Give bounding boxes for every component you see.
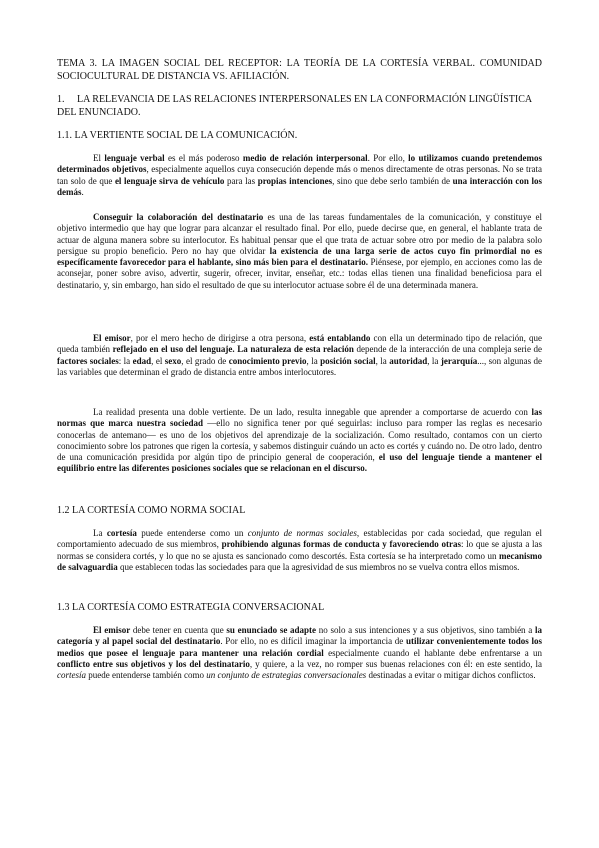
body-text: , y quiere, a la vez, no romper sus buenas relaciones con él: en este sentido, la: [249, 658, 542, 669]
body-text: . Por ello, no es difícil imaginar la importancia de: [220, 636, 407, 647]
italic-text: cortesía: [57, 670, 86, 681]
body-text: es el más poderoso: [164, 153, 243, 163]
body-text: ..., son algunas de las variables que determinan el grado de distancia entre ambos interlocutores.: [57, 355, 543, 377]
bold-text: la categoría y al papel social del destinatario: [57, 625, 542, 647]
body-text: , por el mero hecho de dirigirse a otra persona,: [130, 333, 310, 343]
bold-text: lo utilizamos cuando pretendemos determinados objetivos: [57, 153, 542, 175]
body-text: , especialmente aquellos cuya consecución depende más o menos directamente de otras personas. No se trata tan solo de que: [57, 164, 542, 186]
bold-text: reflejado en el uso del lenguaje.: [112, 344, 235, 355]
bold-text: una interacción con los demás: [57, 175, 543, 197]
body-text: , el: [151, 355, 165, 366]
body-text: La realidad presenta una doble vertiente. De un lado, resulta innegable que aprender a comportarse de acuerdo con: [93, 407, 532, 417]
body-text: debe tener en cuenta que: [130, 625, 227, 635]
body-text: no solo a sus intenciones y a sus objetivos, sino también a: [316, 625, 535, 635]
body-text: , la: [375, 355, 390, 366]
document-title: TEMA 3. LA IMAGEN SOCIAL DEL RECEPTOR: LA TEORÍA DE LA CORTESÍA VERBAL. COMUNIDAD SOCIOCULTURAL DE DISTANCIA VS. AFILIACIÓN.: [57, 58, 542, 82]
bold-text: el uso del lenguaje tiende a mantener el equilibrio entre las diferentes posiciones sociales que se relacionan en el discurso.: [57, 452, 542, 474]
bold-text: sexo: [164, 355, 182, 366]
bold-text: Conseguir la colaboración del destinatario: [93, 212, 264, 222]
body-text: que establecen todas las sociedades para que la agresividad de sus miembros no se vuelva contra ellos mismos.: [117, 561, 520, 572]
body-text: : la: [118, 355, 133, 366]
body-text: .: [81, 186, 84, 197]
body-text: : lo que se ajusta a las normas se considera cortés, y lo que no se ajusta es sancionado como descortés. Esta cortesía se ha interpretado como un: [57, 539, 542, 561]
body-text: , la: [427, 355, 441, 366]
body-text: El: [93, 153, 105, 163]
bold-text: está entablando: [309, 333, 371, 343]
bold-text: El emisor: [93, 333, 131, 343]
section-1-title: LA RELEVANCIA DE LAS RELACIONES INTERPERSONALES EN LA CONFORMACIÓN LINGÜÍSTICA DEL ENUNCIADO.: [57, 94, 532, 118]
body-text: , sino que debe serlo también de: [332, 175, 453, 186]
bold-text: La naturaleza de esta relación: [237, 344, 354, 355]
bold-text: medio de relación interpersonal: [242, 153, 368, 163]
subsection-1-1-heading: 1.1. LA VERTIENTE SOCIAL DE LA COMUNICACIÓN.: [57, 130, 298, 141]
italic-text: un conjunto de estrategias conversacionales: [206, 670, 367, 681]
italic-text: conjunto de normas sociales: [247, 528, 357, 538]
bold-text: propias intenciones: [257, 175, 333, 186]
bold-text: autoridad: [389, 355, 428, 366]
paragraph: [57, 407, 542, 475]
body-text: es una de las tareas fundamentales de la comunicación, y constituye el objetivo intermedio que hay que lograr para alcanzar el resultado final. Por ello, puede decirse que, en general, el hablante trata de actuar de alguna manera sobre su interlocutor. Es habitual pensar que el que trata de actuar sobre otro por medio de la palabra solo persigue su propio beneficio. Pero no hay que olvidar: [57, 212, 542, 256]
bold-text: mecanismo de salvaguardia: [57, 550, 542, 572]
paragraph: [57, 153, 542, 198]
bold-text: jerarquía: [440, 355, 478, 366]
bold-text: El emisor: [93, 625, 131, 635]
body-text: La: [93, 528, 107, 538]
bold-text: cortesía: [106, 528, 137, 538]
body-text: , establecidas por cada sociedad, que regulan el comportamiento adecuado de sus miembros,: [57, 528, 542, 550]
body-text: para las: [224, 175, 258, 186]
paragraph: [57, 212, 542, 291]
bold-text: posición social: [320, 355, 376, 366]
body-text: —ello no significa tener por qué seguirlas: incluso para romper las reglas es necesario conocerlas de antemano— es uno de los objetivos del aprendizaje de la socialización. Como resultado, contamos con un cierto conocimiento sobre los patrones que rigen la cortesía, y sabemos distinguir cuándo un acto es cortés y cuándo no. De otro lado, dentro de una comunicación presidida por algún tipo de principio general de cooperación,: [57, 418, 542, 463]
paragraph: [57, 625, 542, 681]
bold-text: factores sociales: [57, 355, 119, 366]
body-text: con ella un determinado tipo de relación, que queda también: [57, 333, 542, 355]
body-text: puede entenderse también como: [86, 670, 207, 681]
bold-text: las normas que marca nuestra sociedad: [57, 407, 542, 429]
bold-text: conflicto entre sus objetivos y los del destinatario: [57, 658, 250, 669]
body-text: Piénsese, por ejemplo, en acciones como las de aconsejar, poner sobre aviso, advertir, sugerir, ofrecer, invitar, enseñar, etc.: todas ellas tienen una finalidad beneficiosa para el destinatario, y, sin embargo, han sido el resultado de que su interlocutor actuase sobre él de una determinada manera.: [57, 257, 542, 290]
body-text: , el grado de: [181, 355, 229, 366]
bold-text: la existencia de una larga serie de actos cuyo fin primordial no es específicamente favorecedor para el hablante, sino más bien para el destinatario.: [57, 245, 543, 268]
body-text: . Por ello,: [367, 153, 409, 163]
bold-text: su enunciado se adapte: [226, 625, 317, 635]
paragraph: [57, 528, 542, 573]
body-text: puede entenderse como un: [136, 528, 248, 538]
subsection-1-2-heading: 1.2 LA CORTESÍA COMO NORMA SOCIAL: [57, 505, 246, 516]
section-1-number: 1.: [57, 94, 65, 105]
bold-text: utilizar convenientemente todos los medios que posee el lenguaje para mantener una relación cordial: [57, 636, 543, 658]
body-text: depende de la interacción de una compleja serie de: [353, 344, 543, 355]
subsection-1-3-heading: 1.3 LA CORTESÍA COMO ESTRATEGIA CONVERSACIONAL: [57, 602, 325, 613]
body-text: especialmente cuando el hablante debe enfrentarse a un: [323, 647, 543, 658]
body-text: , la: [306, 355, 321, 366]
bold-text: lenguaje verbal: [104, 153, 165, 163]
section-1-heading: [57, 93, 542, 119]
bold-text: prohibiendo algunas formas de conducta y favoreciendo otras: [221, 539, 461, 550]
paragraph: [57, 333, 542, 378]
bold-text: el lenguaje sirva de vehículo: [114, 175, 225, 186]
bold-text: edad: [132, 355, 152, 366]
body-text: destinadas a evitar o mitigar dichos conflictos.: [366, 670, 536, 681]
bold-text: conocimiento previo: [228, 355, 307, 366]
